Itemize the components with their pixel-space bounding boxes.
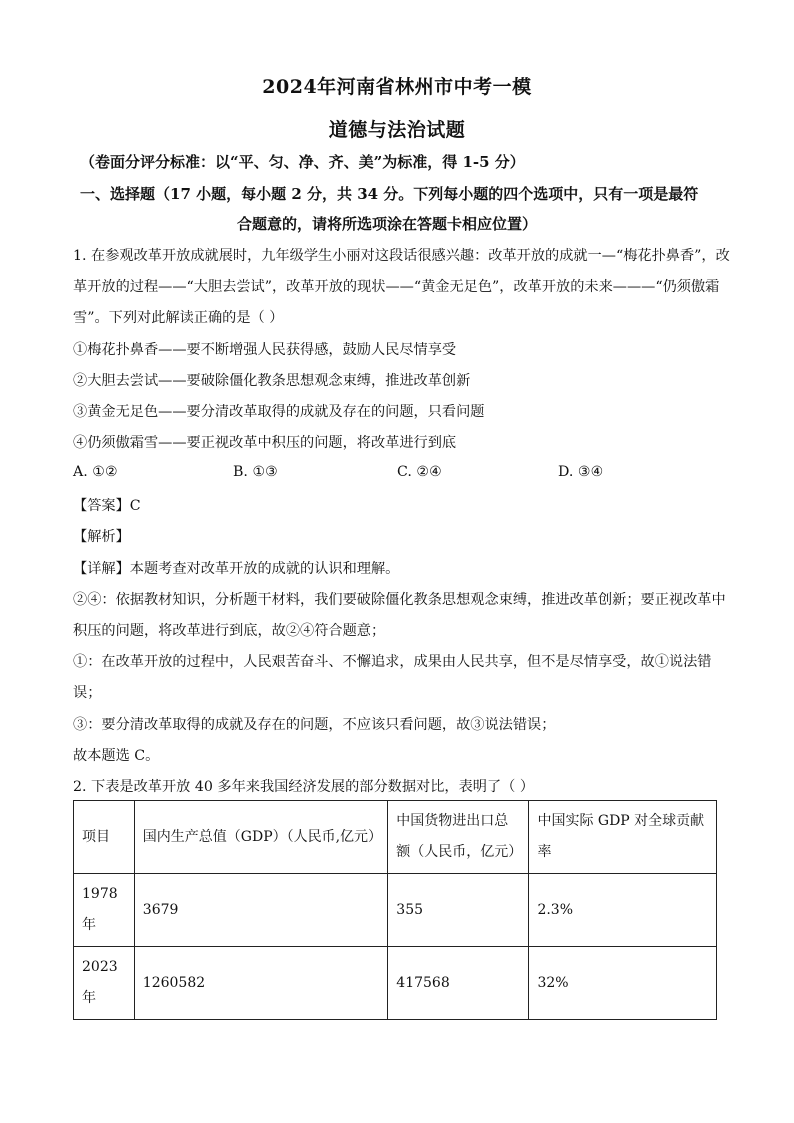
- detail-tag: 【详解】: [73, 561, 130, 577]
- data-table: [73, 800, 717, 1020]
- analysis-tag: 【解析】: [73, 529, 130, 545]
- section-heading-line1: 一、选择题（17 小题，每小题 2 分，共 34 分。下列每小题的四个选项中，只有一项是最符: [80, 185, 699, 203]
- table-row: [74, 947, 717, 1020]
- table-cell: 1978年: [74, 874, 135, 947]
- table-header-cell: 中国货物进出口总额（人民币，亿元）: [388, 801, 529, 874]
- table-cell: 355: [388, 874, 529, 947]
- q1-stem-line1: 1. 在参观改革开放成就展时，九年级学生小丽对这段话很感兴趣：改革开放的成就一—“梅花扑鼻香”，改: [73, 248, 730, 264]
- table-cell: 1260582: [134, 947, 388, 1020]
- q1-detail-line: [73, 558, 399, 578]
- detail-text: 本题考查对改革开放的成就的认识和理解。: [129, 561, 400, 577]
- q2-stem: 2. 下表是改革开放 40 多年来我国经济发展的部分数据对比，表明了（ ）: [73, 779, 535, 795]
- table-cell: 3679: [134, 874, 388, 947]
- q1-explanation-line1: ②④：依据教材知识，分析题干材料，我们要破除僵化教条思想观念束缚，推进改革创新；要正视改革中: [73, 592, 726, 608]
- q1-explanation-line2: 积压的问题，将改革进行到底，故②④符合题意；: [73, 623, 386, 639]
- answer-value: C: [129, 498, 141, 514]
- q1-explanation-line5: ③：要分清改革取得的成就及存在的问题，不应该只看问题，故③说法错误；: [73, 717, 556, 733]
- table-header-cell: 中国实际 GDP 对全球贡献率: [529, 801, 717, 874]
- q1-item-1: ①梅花扑鼻香——要不断增强人民获得感，鼓励人民尽情享受: [73, 342, 457, 358]
- q1-option-c: C. ②④: [397, 464, 442, 480]
- page-title: 2024年河南省林州市中考一模: [262, 76, 532, 98]
- q1-explanation-line6: 故本题选 C。: [73, 748, 160, 764]
- table-cell: 2.3%: [529, 874, 717, 947]
- q1-explanation-line3: ①：在改革开放的过程中，人民艰苦奋斗、不懈追求，成果由人民共享，但不是尽情享受，故①说法错: [73, 654, 712, 670]
- scoring-note: （卷面分评分标准：以“平、匀、净、齐、美”为标准，得 1-5 分）: [80, 153, 525, 171]
- table-cell: 2023年: [74, 947, 135, 1020]
- q1-stem-line3: 雪”。下列对此解读正确的是（ ）: [73, 310, 284, 326]
- q1-option-d: D. ③④: [558, 464, 604, 480]
- page-subtitle: 道德与法治试题: [328, 119, 466, 141]
- table-row: [74, 874, 717, 947]
- q1-answer-line: [73, 495, 141, 515]
- q1-stem-line2: 革开放的过程——“大胆去尝试”，改革开放的现状——“黄金无足色”，改革开放的未来———“仍须傲霜: [73, 279, 720, 295]
- q1-option-a: A. ①②: [73, 464, 118, 480]
- answer-tag: 【答案】: [73, 498, 130, 514]
- q1-option-b: B. ①③: [233, 464, 278, 480]
- q1-item-3: ③黄金无足色——要分清改革取得的成就及存在的问题，只看问题: [73, 404, 485, 420]
- q1-item-4: ④仍须傲霜雪——要正视改革中积压的问题，将改革进行到底: [73, 435, 457, 451]
- table-header-row: [74, 801, 717, 874]
- table-cell: 32%: [529, 947, 717, 1020]
- table-header-cell: 项目: [74, 801, 135, 874]
- section-heading-line2: 合题意的，请将所选项涂在答题卡相应位置）: [237, 215, 538, 233]
- table-header-cell: 国内生产总值（GDP）（人民币,亿元）: [134, 801, 388, 874]
- table-cell: 417568: [388, 947, 529, 1020]
- q1-item-2: ②大胆去尝试——要破除僵化教条思想观念束缚，推进改革创新: [73, 373, 471, 389]
- q1-explanation-line4: 误；: [73, 685, 102, 701]
